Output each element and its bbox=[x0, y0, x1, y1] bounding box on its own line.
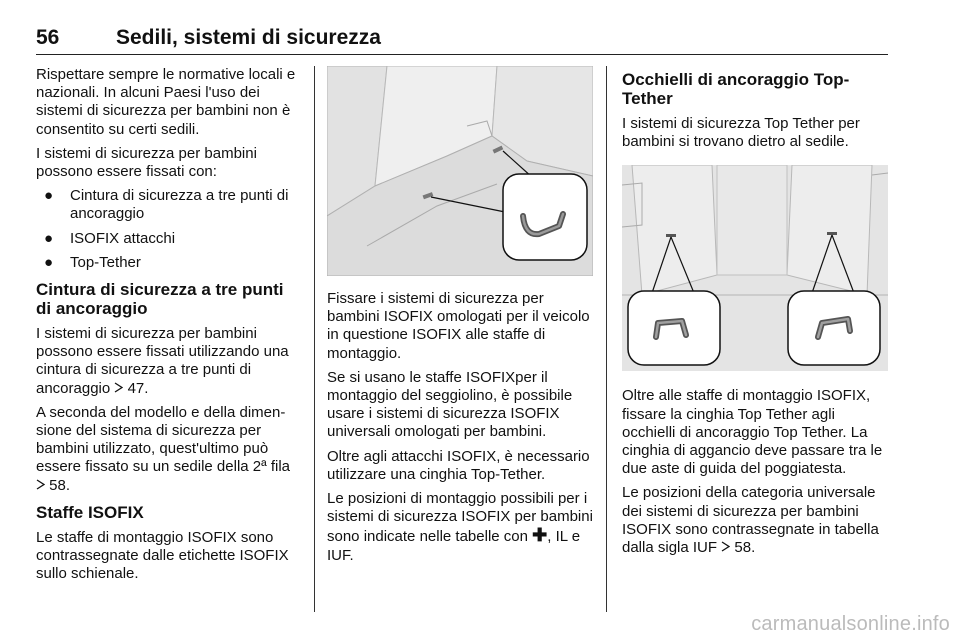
column-3 bbox=[622, 66, 888, 563]
section-heading: Cintura di sicurezza a tre punti di ancoraggio bbox=[36, 280, 284, 319]
column-divider bbox=[606, 66, 607, 612]
page-number: 56 bbox=[36, 26, 60, 49]
paragraph: Rispettare sempre le normative locali e nazionali. In alcuni Paesi l'uso dei sistemi di sicurezza per bambini non è consentito su certi sedili. bbox=[36, 66, 296, 138]
page-reference-arrow-icon bbox=[721, 539, 730, 557]
paragraph: Le posizioni della categoria universale dei sistemi di sicurezza per bambini ISOFIX sono contrassegnate in tabella dalla sigla IUF 58. bbox=[622, 484, 879, 557]
watermark: carmanualsonline.info bbox=[751, 613, 950, 635]
paragraph: Le staffe di montaggio ISOFIX sono contrassegnate dalle etichette ISOFIX sullo schienale. bbox=[36, 528, 289, 583]
isofix-bracket-illustration bbox=[327, 66, 593, 276]
bullet-icon: ● bbox=[44, 187, 54, 205]
page-reference: 58. bbox=[734, 539, 756, 557]
section-heading: Staffe ISOFIX bbox=[36, 502, 144, 522]
paragraph: Fissare i sistemi di sicurezza per bambini ISOFIX omologati per il veicolo in questione ISOFIX alle staffe di montaggio. bbox=[327, 290, 590, 362]
paragraph: I sistemi di sicurezza Top Tether per bambini si trovano dietro al sedile. bbox=[622, 115, 860, 151]
column-divider bbox=[314, 66, 315, 612]
paragraph: I sistemi di sicurezza per bambini possono essere fissati utilizzando una cintura di sicurezza a tre punti di ancoraggio 47. bbox=[36, 325, 289, 397]
column-2 bbox=[327, 66, 593, 571]
paragraph: Le posizioni di montaggio possibili per i sistemi di sicurezza ISOFIX per bambini sono indicate nelle tabelle con ✚, IL e IUF. bbox=[327, 490, 593, 564]
page-header bbox=[36, 24, 888, 55]
page-reference-arrow-icon bbox=[114, 380, 123, 398]
list-item: ● Cintura di sicurezza a tre punti di ancoraggio bbox=[44, 187, 289, 223]
list-item: ● Top-Tether bbox=[44, 253, 141, 271]
column-1 bbox=[36, 66, 302, 589]
paragraph: Se si usano le staffe ISOFIXper il montaggio del seggiolino, è possibile usare i sistemi di sicurezza ISOFIX universali omologati per bambini. bbox=[327, 368, 573, 441]
bullet-list bbox=[36, 187, 302, 272]
bullet-icon: ● bbox=[44, 229, 54, 247]
page-reference-arrow-icon bbox=[36, 477, 45, 495]
section-heading: Occhielli di ancoraggio Top-Tether bbox=[622, 70, 850, 108]
isofix-cross-icon: ✚ bbox=[532, 525, 548, 546]
page-reference: 47. bbox=[127, 379, 149, 397]
top-tether-illustration bbox=[622, 165, 888, 371]
paragraph: A seconda del modello e della dimensione del sistema di sicurezza per bambini utilizzato, quest'ultimo può essere fissato su un sedile della 2ª fila 58. bbox=[36, 403, 291, 494]
page-title: Sedili, sistemi di sicurezza bbox=[116, 26, 381, 49]
paragraph: I sistemi di sicurezza per bambini possono essere fissati con: bbox=[36, 144, 257, 181]
page-reference: 58. bbox=[49, 476, 71, 494]
paragraph: Oltre alle staffe di montaggio ISOFIX, fissare la cinghia Top Tether agli occhielli di ancoraggio Top Tether. La cinghia di aggancio deve passare tra le due aste di guida del poggiatesta. bbox=[622, 387, 883, 478]
bullet-icon: ● bbox=[44, 253, 54, 271]
list-item: ● ISOFIX attacchi bbox=[44, 229, 176, 247]
paragraph: Oltre agli attacchi ISOFIX, è necessario utilizzare una cinghia Top-Tether. bbox=[327, 447, 590, 483]
